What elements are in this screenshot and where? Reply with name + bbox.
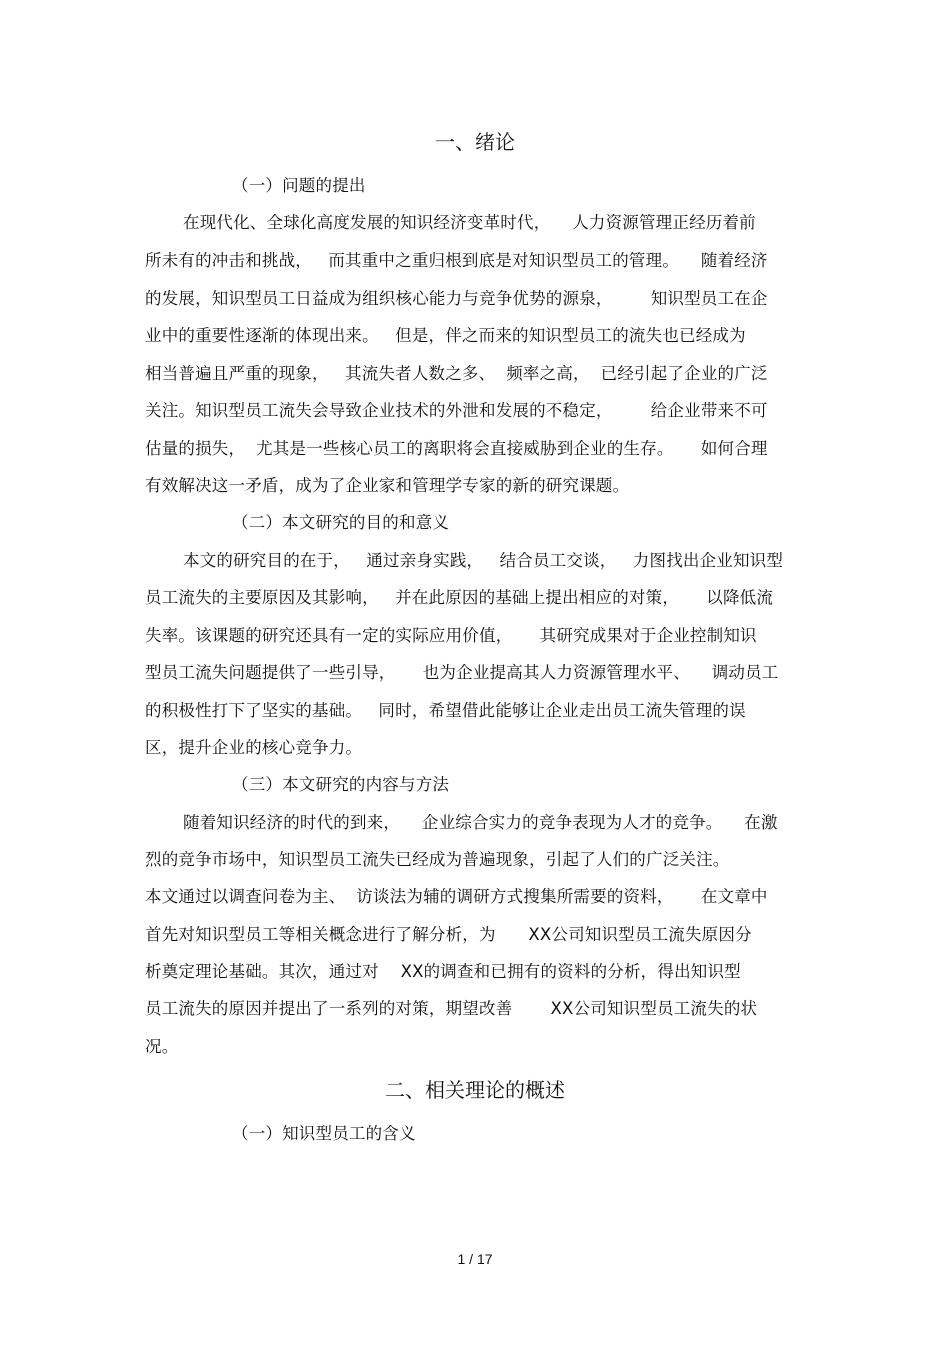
- paragraph-line: 失率。该课题的研究还具有一定的实际应用价值， 其研究成果对于企业控制知识: [145, 626, 757, 645]
- paragraph-line: 型员工流失问题提供了一些引导， 也为企业提高其人力资源管理水平、 调动员工: [145, 663, 779, 682]
- paragraph-line: 析奠定理论基础。其次，通过对 XX的调查和已拥有的资料的分析，得出知识型: [145, 962, 741, 981]
- subsection-1-2-heading: （二）本文研究的目的和意义: [232, 513, 450, 532]
- subsection-1-3-heading: （三）本文研究的内容与方法: [232, 775, 450, 794]
- page-number: 1 / 17: [457, 1251, 493, 1267]
- paragraph-line: 本文通过以调查问卷为主、 访谈法为辅的调研方式搜集所需要的资料， 在文章中: [145, 887, 768, 906]
- paragraph-line: 业中的重要性逐渐的体现出来。 但是，伴之而来的知识型员工的流失也已经成为: [145, 326, 746, 345]
- paragraph-line: 的积极性打下了坚实的基础。 同时，希望借此能够让企业走出员工流失管理的误: [145, 701, 746, 720]
- subsection-1-1-heading: （一）问题的提出: [232, 176, 366, 195]
- paragraph-line: 首先对知识型员工等相关概念进行了解分析，为 XX公司知识型员工流失原因分: [145, 925, 752, 944]
- paragraph-line: 员工流失的原因并提出了一系列的对策，期望改善 XX公司知识型员工流失的状: [145, 999, 758, 1018]
- paragraph-line: 员工流失的主要原因及其影响， 并在此原因的基础上提出相应的对策， 以降低流: [145, 588, 774, 607]
- paragraph-line: 所未有的冲击和挑战， 而其重中之重归根到底是对知识型员工的管理。 随着经济: [145, 251, 768, 270]
- paragraph-line: 关注。知识型员工流失会导致企业技术的外泄和发展的不稳定， 给企业带来不可: [145, 401, 768, 420]
- paragraph-line: 的发展，知识型员工日益成为组织核心能力与竞争优势的源泉， 知识型员工在企: [145, 289, 768, 308]
- paragraph-line: 在现代化、全球化高度发展的知识经济变革时代， 人力资源管理正经历着前: [183, 213, 756, 232]
- paragraph-line: 估量的损失， 尤其是一些核心员工的离职将会直接威胁到企业的生存。 如何合理: [145, 439, 768, 458]
- subsection-2-1-heading: （一）知识型员工的含义: [232, 1124, 416, 1143]
- paragraph-line: 区，提升企业的核心竞争力。: [145, 738, 363, 757]
- paragraph-line: 相当普遍且严重的现象， 其流失者人数之多、 频率之高， 已经引起了企业的广泛: [145, 364, 768, 383]
- paragraph-line: 有效解决这一矛盾，成为了企业家和管理学专家的新的研究课题。: [145, 476, 630, 495]
- paragraph-line: 烈的竞争市场中，知识型员工流失已经成为普遍现象，引起了人们的广泛关注。: [145, 850, 730, 869]
- paragraph-line: 随着知识经济的时代的到来， 企业综合实力的竞争表现为人才的竞争。 在激: [183, 813, 778, 832]
- paragraph-line: 本文的研究目的在于， 通过亲身实践， 结合员工交谈， 力图找出企业知识型: [183, 551, 784, 570]
- paragraph-line: 况。: [145, 1037, 179, 1056]
- section-1-heading: 一、绪论: [435, 130, 515, 154]
- section-2-heading: 二、相关理论的概述: [385, 1078, 565, 1102]
